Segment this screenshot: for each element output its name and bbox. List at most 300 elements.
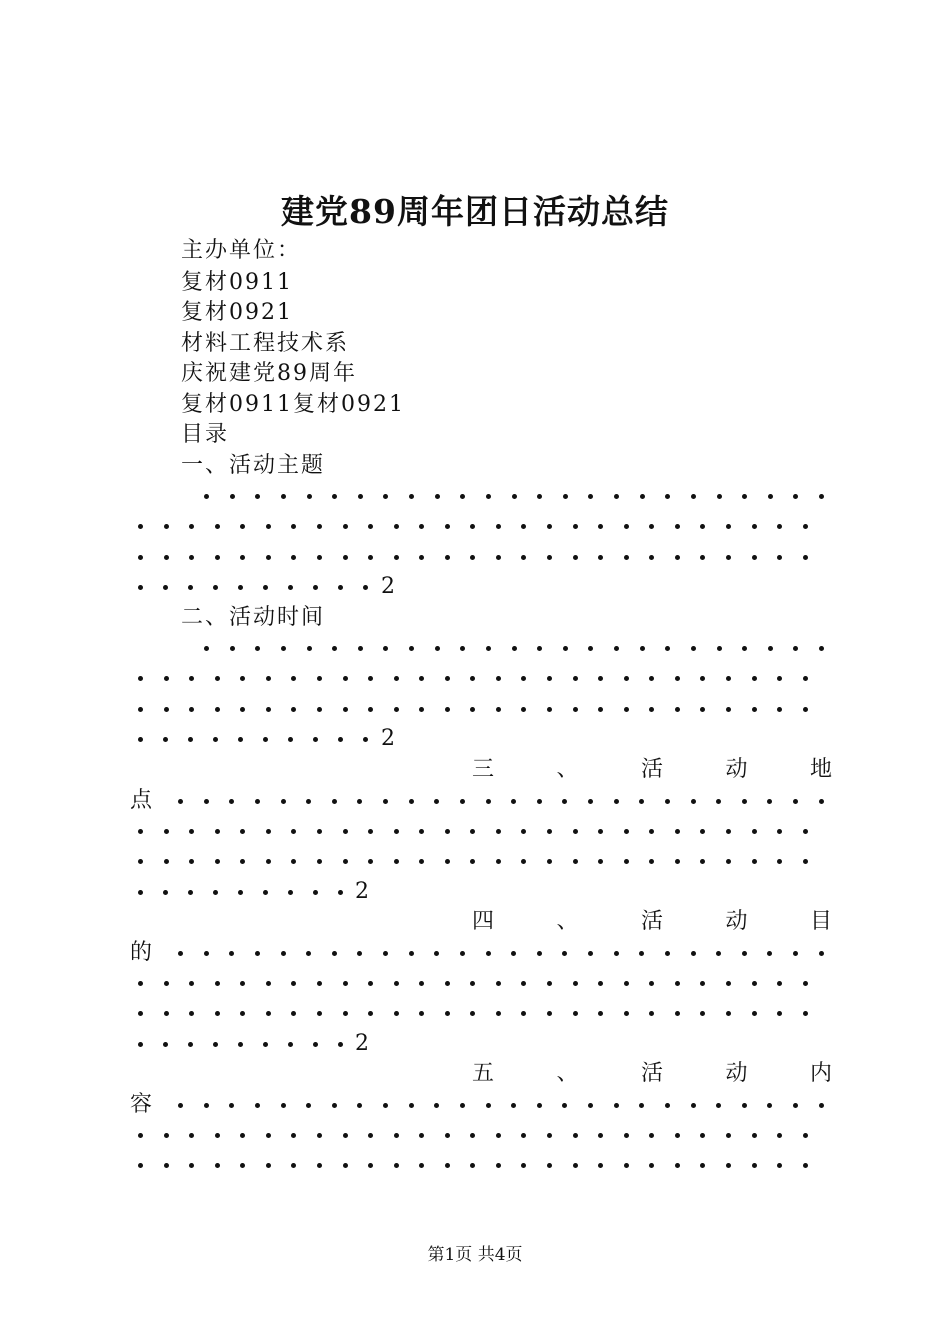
leader-dot bbox=[189, 524, 194, 529]
leader-dot bbox=[189, 1163, 194, 1168]
leader-dot bbox=[614, 646, 619, 651]
leader-dot bbox=[255, 646, 260, 651]
leader-dot bbox=[624, 1011, 629, 1016]
header-line-2: 复材0911 bbox=[181, 270, 293, 295]
leader-dot bbox=[777, 1011, 782, 1016]
leader-dot bbox=[204, 799, 209, 804]
leader-dot bbox=[368, 524, 373, 529]
leader-dot bbox=[435, 494, 440, 499]
label-char: 、 bbox=[556, 909, 579, 934]
toc-entry-4-label bbox=[472, 907, 832, 937]
leader-dot bbox=[547, 829, 552, 834]
toc-leader bbox=[138, 998, 808, 1028]
leader-dot bbox=[726, 1163, 731, 1168]
leader-dot bbox=[409, 1103, 414, 1108]
leader-dot bbox=[419, 1163, 424, 1168]
leader-dot bbox=[445, 981, 450, 986]
leader-dot bbox=[470, 859, 475, 864]
leader-dot bbox=[700, 1011, 705, 1016]
leader-dot bbox=[306, 799, 311, 804]
leader-dot bbox=[726, 524, 731, 529]
leader-dot bbox=[752, 1163, 757, 1168]
leader-dot bbox=[470, 1011, 475, 1016]
leader-dot bbox=[777, 555, 782, 560]
leader-dot bbox=[291, 1011, 296, 1016]
leader-dot bbox=[255, 951, 260, 956]
leader-dot bbox=[460, 799, 465, 804]
leader-dot bbox=[486, 951, 491, 956]
leader-dot bbox=[512, 494, 517, 499]
leader-dot bbox=[752, 676, 757, 681]
toc-entry-1-label: 一、活动主题 bbox=[181, 453, 326, 478]
leader-dot bbox=[496, 707, 501, 712]
leader-dot bbox=[317, 981, 322, 986]
leader-dot bbox=[573, 1163, 578, 1168]
leader-dot bbox=[486, 1103, 491, 1108]
leader-dot bbox=[675, 1011, 680, 1016]
leader-dot bbox=[742, 799, 747, 804]
leader-dot bbox=[614, 1103, 619, 1108]
leader-dot bbox=[317, 707, 322, 712]
leader-dot bbox=[767, 951, 772, 956]
leader-dot bbox=[691, 494, 696, 499]
leader-dot bbox=[665, 1103, 670, 1108]
leader-dot bbox=[496, 829, 501, 834]
leader-dot bbox=[700, 859, 705, 864]
toc-page-number: 2 bbox=[355, 1031, 369, 1056]
leader-dot bbox=[639, 951, 644, 956]
leader-dot bbox=[138, 981, 143, 986]
leader-dot bbox=[624, 1133, 629, 1138]
leader-dot bbox=[470, 981, 475, 986]
leader-dot bbox=[793, 1103, 798, 1108]
header-line-1: 主办单位： bbox=[181, 238, 302, 263]
leader-dot bbox=[164, 555, 169, 560]
leader-dot bbox=[752, 524, 757, 529]
leader-dot bbox=[238, 737, 243, 742]
leader-dot bbox=[752, 707, 757, 712]
leader-dot bbox=[230, 646, 235, 651]
label-char: 活 bbox=[640, 909, 663, 934]
leader-dot bbox=[614, 951, 619, 956]
leader-dot bbox=[573, 1133, 578, 1138]
toc-page-number: 2 bbox=[381, 726, 395, 751]
leader-dot bbox=[138, 676, 143, 681]
leader-dot bbox=[562, 1103, 567, 1108]
leader-dot bbox=[204, 646, 209, 651]
leader-dot bbox=[486, 646, 491, 651]
leader-dot bbox=[240, 676, 245, 681]
toc-leader bbox=[138, 846, 808, 876]
leader-dot bbox=[496, 981, 501, 986]
leader-dot bbox=[138, 737, 143, 742]
leader-dot bbox=[819, 799, 824, 804]
toc-leader bbox=[178, 786, 824, 816]
leader-dot bbox=[803, 524, 808, 529]
leader-dot bbox=[317, 1163, 322, 1168]
leader-dot bbox=[649, 524, 654, 529]
leader-dot bbox=[409, 646, 414, 651]
leader-dot bbox=[649, 859, 654, 864]
leader-dot bbox=[742, 951, 747, 956]
leader-dot bbox=[563, 646, 568, 651]
toc-leader bbox=[138, 1150, 808, 1180]
leader-dot bbox=[445, 707, 450, 712]
leader-dot bbox=[726, 707, 731, 712]
leader-dot bbox=[768, 494, 773, 499]
leader-dot bbox=[598, 707, 603, 712]
leader-dot bbox=[665, 646, 670, 651]
leader-dot bbox=[317, 524, 322, 529]
leader-dot bbox=[752, 829, 757, 834]
leader-dot bbox=[598, 1011, 603, 1016]
leader-dot bbox=[266, 524, 271, 529]
leader-dot bbox=[717, 646, 722, 651]
leader-dot bbox=[717, 494, 722, 499]
leader-dot bbox=[521, 707, 526, 712]
leader-dot bbox=[138, 1011, 143, 1016]
leader-dot bbox=[547, 555, 552, 560]
leader-dot bbox=[163, 585, 168, 590]
leader-dot bbox=[598, 1133, 603, 1138]
leader-dot bbox=[573, 524, 578, 529]
leader-dot bbox=[215, 707, 220, 712]
leader-dot bbox=[394, 1133, 399, 1138]
leader-dot bbox=[675, 829, 680, 834]
leader-dot bbox=[624, 981, 629, 986]
leader-dot bbox=[383, 799, 388, 804]
leader-dot bbox=[163, 1042, 168, 1047]
leader-dot bbox=[624, 555, 629, 560]
leader-dot bbox=[383, 951, 388, 956]
leader-dot bbox=[700, 676, 705, 681]
leader-dot bbox=[307, 646, 312, 651]
leader-dot bbox=[343, 707, 348, 712]
leader-dot bbox=[547, 524, 552, 529]
leader-dot bbox=[598, 859, 603, 864]
leader-dot bbox=[338, 585, 343, 590]
leader-dot bbox=[445, 1163, 450, 1168]
toc-leader bbox=[138, 694, 808, 724]
leader-dot bbox=[368, 981, 373, 986]
leader-dot bbox=[573, 981, 578, 986]
leader-dot bbox=[368, 859, 373, 864]
leader-dot bbox=[368, 676, 373, 681]
leader-dot bbox=[164, 829, 169, 834]
leader-dot bbox=[313, 890, 318, 895]
leader-dot bbox=[291, 829, 296, 834]
leader-dot bbox=[803, 707, 808, 712]
leader-dot bbox=[598, 524, 603, 529]
leader-dot bbox=[726, 1133, 731, 1138]
leader-dot bbox=[230, 494, 235, 499]
leader-dot bbox=[189, 1011, 194, 1016]
leader-dot bbox=[547, 981, 552, 986]
leader-dot bbox=[188, 737, 193, 742]
leader-dot bbox=[562, 799, 567, 804]
leader-dot bbox=[229, 951, 234, 956]
leader-dot bbox=[215, 1011, 220, 1016]
leader-dot bbox=[215, 524, 220, 529]
leader-dot bbox=[288, 737, 293, 742]
leader-dot bbox=[178, 799, 183, 804]
leader-dot bbox=[445, 676, 450, 681]
toc-leader bbox=[138, 542, 808, 572]
leader-dot bbox=[777, 676, 782, 681]
leader-dot bbox=[649, 707, 654, 712]
leader-dot bbox=[213, 1042, 218, 1047]
leader-dot bbox=[266, 555, 271, 560]
leader-dot bbox=[240, 829, 245, 834]
leader-dot bbox=[238, 1042, 243, 1047]
leader-dot bbox=[803, 1163, 808, 1168]
leader-dot bbox=[419, 555, 424, 560]
leader-dot bbox=[394, 981, 399, 986]
leader-dot bbox=[573, 829, 578, 834]
leader-dot bbox=[213, 890, 218, 895]
leader-dot bbox=[313, 1042, 318, 1047]
leader-dot bbox=[419, 859, 424, 864]
leader-dot bbox=[306, 1103, 311, 1108]
leader-dot bbox=[803, 1133, 808, 1138]
leader-dot bbox=[803, 555, 808, 560]
leader-dot bbox=[649, 981, 654, 986]
leader-dot bbox=[394, 707, 399, 712]
leader-dot bbox=[700, 829, 705, 834]
leader-dot bbox=[188, 1042, 193, 1047]
toc-leader bbox=[138, 1029, 343, 1059]
leader-dot bbox=[521, 524, 526, 529]
leader-dot bbox=[537, 646, 542, 651]
toc-leader bbox=[138, 1120, 808, 1150]
leader-dot bbox=[675, 555, 680, 560]
leader-dot bbox=[317, 1011, 322, 1016]
leader-dot bbox=[189, 981, 194, 986]
leader-dot bbox=[215, 1163, 220, 1168]
leader-dot bbox=[266, 1163, 271, 1168]
leader-dot bbox=[460, 494, 465, 499]
leader-dot bbox=[588, 494, 593, 499]
label-char: 内 bbox=[809, 1061, 832, 1086]
leader-dot bbox=[521, 1163, 526, 1168]
leader-dot bbox=[777, 1133, 782, 1138]
leader-dot bbox=[215, 1133, 220, 1138]
leader-dot bbox=[649, 1133, 654, 1138]
leader-dot bbox=[138, 1163, 143, 1168]
leader-dot bbox=[691, 646, 696, 651]
leader-dot bbox=[138, 585, 143, 590]
leader-dot bbox=[700, 1133, 705, 1138]
toc-leader bbox=[138, 816, 808, 846]
leader-dot bbox=[368, 1011, 373, 1016]
label-char: 三 bbox=[472, 757, 495, 782]
toc-page-number: 2 bbox=[355, 879, 369, 904]
leader-dot bbox=[742, 1103, 747, 1108]
leader-dot bbox=[700, 707, 705, 712]
leader-dot bbox=[691, 799, 696, 804]
header-line-7: 目录 bbox=[181, 422, 230, 447]
leader-dot bbox=[291, 524, 296, 529]
leader-dot bbox=[189, 707, 194, 712]
leader-dot bbox=[138, 890, 143, 895]
leader-dot bbox=[752, 1133, 757, 1138]
leader-dot bbox=[240, 981, 245, 986]
leader-dot bbox=[726, 676, 731, 681]
toc-leader bbox=[178, 1090, 824, 1120]
leader-dot bbox=[189, 1133, 194, 1138]
leader-dot bbox=[332, 951, 337, 956]
leader-dot bbox=[281, 1103, 286, 1108]
leader-dot bbox=[777, 524, 782, 529]
leader-dot bbox=[215, 981, 220, 986]
leader-dot bbox=[291, 555, 296, 560]
leader-dot bbox=[573, 1011, 578, 1016]
leader-dot bbox=[521, 676, 526, 681]
leader-dot bbox=[573, 859, 578, 864]
leader-dot bbox=[419, 1133, 424, 1138]
leader-dot bbox=[665, 494, 670, 499]
leader-dot bbox=[204, 951, 209, 956]
leader-dot bbox=[511, 799, 516, 804]
leader-dot bbox=[189, 676, 194, 681]
leader-dot bbox=[803, 829, 808, 834]
leader-dot bbox=[793, 646, 798, 651]
leader-dot bbox=[470, 524, 475, 529]
leader-dot bbox=[288, 890, 293, 895]
leader-dot bbox=[470, 829, 475, 834]
leader-dot bbox=[338, 737, 343, 742]
leader-dot bbox=[573, 555, 578, 560]
leader-dot bbox=[240, 859, 245, 864]
leader-dot bbox=[547, 676, 552, 681]
leader-dot bbox=[819, 646, 824, 651]
leader-dot bbox=[470, 1163, 475, 1168]
toc-leader bbox=[138, 877, 343, 907]
leader-dot bbox=[470, 555, 475, 560]
leader-dot bbox=[460, 951, 465, 956]
leader-dot bbox=[521, 859, 526, 864]
leader-dot bbox=[598, 676, 603, 681]
leader-dot bbox=[138, 707, 143, 712]
leader-dot bbox=[726, 555, 731, 560]
leader-dot bbox=[291, 859, 296, 864]
toc-leader bbox=[178, 938, 824, 968]
leader-dot bbox=[394, 676, 399, 681]
leader-dot bbox=[307, 494, 312, 499]
page-footer: 第1页 共4页 bbox=[427, 1245, 523, 1265]
leader-dot bbox=[240, 707, 245, 712]
leader-dot bbox=[649, 555, 654, 560]
leader-dot bbox=[313, 585, 318, 590]
leader-dot bbox=[164, 981, 169, 986]
leader-dot bbox=[640, 646, 645, 651]
leader-dot bbox=[368, 1133, 373, 1138]
leader-dot bbox=[588, 951, 593, 956]
leader-dot bbox=[624, 859, 629, 864]
leader-dot bbox=[317, 676, 322, 681]
label-char: 四 bbox=[472, 909, 495, 934]
leader-dot bbox=[434, 1103, 439, 1108]
label-char: 地 bbox=[809, 757, 832, 782]
leader-dot bbox=[383, 1103, 388, 1108]
leader-dot bbox=[573, 676, 578, 681]
leader-dot bbox=[470, 676, 475, 681]
leader-dot bbox=[793, 951, 798, 956]
leader-dot bbox=[343, 859, 348, 864]
leader-dot bbox=[281, 951, 286, 956]
leader-dot bbox=[266, 676, 271, 681]
leader-dot bbox=[394, 555, 399, 560]
leader-dot bbox=[793, 799, 798, 804]
toc-page-number: 2 bbox=[381, 574, 395, 599]
leader-dot bbox=[332, 799, 337, 804]
leader-dot bbox=[752, 1011, 757, 1016]
header-line-5: 庆祝建党89周年 bbox=[181, 361, 357, 386]
label-char: 动 bbox=[725, 909, 748, 934]
leader-dot bbox=[164, 524, 169, 529]
leader-dot bbox=[624, 707, 629, 712]
leader-dot bbox=[291, 1133, 296, 1138]
leader-dot bbox=[803, 859, 808, 864]
label-char: 、 bbox=[556, 757, 579, 782]
leader-dot bbox=[343, 1011, 348, 1016]
leader-dot bbox=[445, 1011, 450, 1016]
leader-dot bbox=[189, 829, 194, 834]
leader-dot bbox=[496, 859, 501, 864]
leader-dot bbox=[332, 494, 337, 499]
leader-dot bbox=[435, 646, 440, 651]
toc-entry-3-label bbox=[472, 755, 832, 785]
leader-dot bbox=[512, 646, 517, 651]
leader-dot bbox=[188, 890, 193, 895]
label-last-char: 的 bbox=[130, 940, 153, 965]
leader-dot bbox=[266, 981, 271, 986]
leader-dot bbox=[368, 555, 373, 560]
leader-dot bbox=[598, 829, 603, 834]
leader-dot bbox=[138, 555, 143, 560]
leader-dot bbox=[777, 707, 782, 712]
leader-dot bbox=[240, 1011, 245, 1016]
leader-dot bbox=[338, 1042, 343, 1047]
leader-dot bbox=[547, 859, 552, 864]
leader-dot bbox=[768, 646, 773, 651]
leader-dot bbox=[204, 1103, 209, 1108]
leader-dot bbox=[434, 951, 439, 956]
leader-dot bbox=[486, 494, 491, 499]
leader-dot bbox=[460, 646, 465, 651]
leader-dot bbox=[281, 799, 286, 804]
leader-dot bbox=[537, 799, 542, 804]
leader-dot bbox=[343, 1133, 348, 1138]
leader-dot bbox=[138, 1042, 143, 1047]
leader-dot bbox=[649, 829, 654, 834]
leader-dot bbox=[419, 1011, 424, 1016]
leader-dot bbox=[288, 1042, 293, 1047]
leader-dot bbox=[178, 1103, 183, 1108]
leader-dot bbox=[547, 1163, 552, 1168]
leader-dot bbox=[255, 494, 260, 499]
leader-dot bbox=[394, 1163, 399, 1168]
leader-dot bbox=[445, 524, 450, 529]
leader-dot bbox=[343, 524, 348, 529]
leader-dot bbox=[288, 585, 293, 590]
leader-dot bbox=[255, 1103, 260, 1108]
leader-dot bbox=[317, 859, 322, 864]
leader-dot bbox=[803, 981, 808, 986]
leader-dot bbox=[726, 829, 731, 834]
leader-dot bbox=[547, 1011, 552, 1016]
leader-dot bbox=[573, 707, 578, 712]
